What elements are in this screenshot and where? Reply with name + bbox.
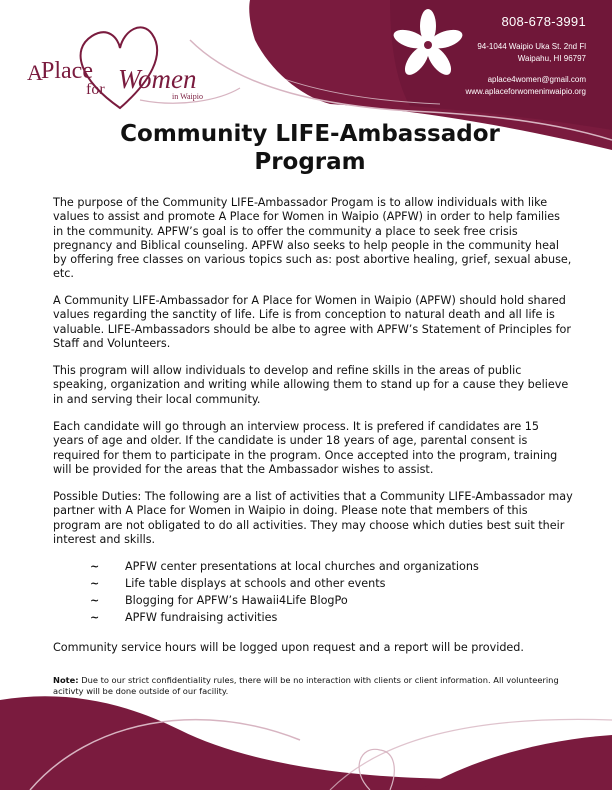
duty-text: Blogging for APFW’s Hawaii4Life BlogPo	[125, 594, 348, 607]
logo-text-for: for	[86, 81, 105, 98]
tilde-bullet-icon: ~	[90, 560, 100, 573]
tilde-bullet-icon: ~	[90, 594, 100, 607]
logo-text-a: A	[27, 60, 43, 85]
paragraph-purpose: The purpose of the Community LIFE-Ambassador Progam is to allow individuals with like values to assist and promote A Place for Women in Waipio (APFW) in order to help families in the community. APFW’s goal is to offer the community a place to seek free crisis pregnancy and Biblical counseling. APFW also seeks to help people in the community heal by offering free classes on various topics such as: post abortive healing, grief, sexual abuse, etc.	[53, 196, 572, 281]
tilde-bullet-icon: ~	[90, 577, 100, 590]
paragraph-values: A Community LIFE-Ambassador for A Place for Women in Waipio (APFW) should hold shared values regarding the sanctity of life. Life is from conception to natural death and all life is valuable. LIFE-Ambassadors should be albe to agree with APFW’s Statement of Principles for Staff and Volunteers.	[53, 294, 571, 350]
note-label: Note:	[53, 675, 79, 685]
footer-banner-right	[420, 735, 612, 790]
paragraph-possible-duties: Possible Duties: The following are a list of activities that a Community LIFE-Ambassador may partner with A Place for Women in Waipio in doing. Please note that members of this program are not obligated to do all activities. They may choose which duties best suit their interest and skills.	[53, 490, 573, 546]
duty-text: APFW center presentations at local churches and organizations	[125, 560, 479, 573]
contact-phone: 808-678-3991	[501, 14, 586, 29]
list-item	[90, 577, 385, 591]
logo-text-in-waipio: in Waipio	[172, 92, 203, 101]
contact-address-line2: Waipahu, HI 96797	[517, 54, 586, 63]
note-text: Due to our strict confidentiality rules, there will be no interaction with clients or client information. All volunteering acitivty will be done outside of our facility.	[53, 675, 559, 696]
duty-text: APFW fundraising activities	[125, 611, 278, 624]
page-title: Community LIFE-Ambassador Program	[120, 121, 500, 175]
paragraph-closing: Community service hours will be logged upon request and a report will be provided.	[53, 641, 524, 654]
paragraph-skills: This program will allow individuals to develop and refine skills in the areas of public speaking, organization and writing while allowing them to stand up for a cause they believe in and serving their local community.	[53, 364, 569, 406]
logo-text-women: Women	[118, 64, 197, 94]
contact-email[interactable]: aplace4women@gmail.com	[487, 75, 586, 84]
tilde-bullet-icon: ~	[90, 611, 100, 624]
confidentiality-note	[53, 675, 563, 697]
contact-address-line1: 94-1044 Waipio Uka St. 2nd Fl	[477, 42, 586, 51]
list-item	[90, 611, 277, 625]
list-item	[90, 594, 348, 608]
contact-website[interactable]: www.aplaceforwomeninwaipio.org	[465, 87, 586, 96]
list-item	[90, 560, 479, 574]
logo-text-place: Place	[41, 58, 93, 84]
paragraph-candidates: Each candidate will go through an interview process. It is prefered if candidates are 15 years of age and older. If the candidate is under 18 years of age, parental consent is required for them to participate in the program. Once accepted into the program, training will be provided for the areas that the Ambassador wishes to assist.	[53, 420, 558, 476]
duty-text: Life table displays at schools and other events	[125, 577, 386, 590]
